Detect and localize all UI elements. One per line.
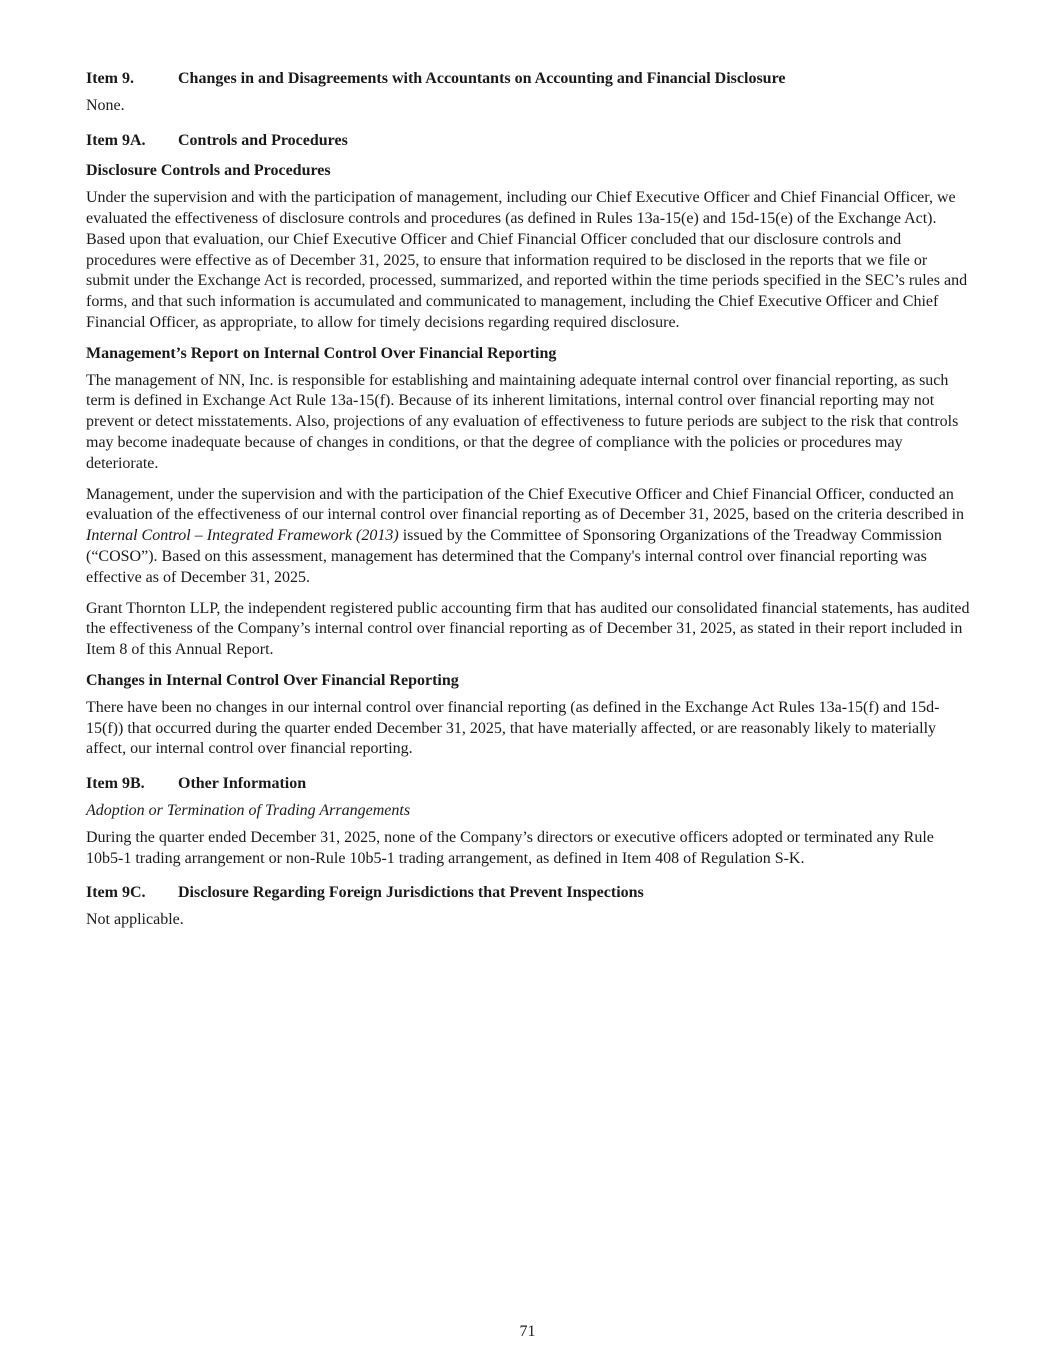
item-9b-number: Item 9B.	[86, 775, 145, 793]
item-9b-heading	[86, 774, 972, 795]
management-report-para-2-after: issued by the Committee of Sponsoring Organizations of the Treadway Commission (“COSO”). Based on this assessment, management has determined that the Company's internal control over financial reporting was effective as of December 31, 2025.	[86, 527, 942, 586]
changes-internal-control-heading: Changes in Internal Control Over Financial Reporting	[86, 671, 459, 689]
disclosure-controls-heading: Disclosure Controls and Procedures	[86, 162, 331, 180]
item-9-body: None.	[86, 96, 125, 114]
management-report-para-2	[86, 485, 972, 589]
disclosure-controls-body: Under the supervision and with the participation of management, including our Chief Executive Officer and Chief Financial Officer, we evaluated the effectiveness of disclosure controls and procedures (as defined in Rules 13a-15(e) and 15d-15(e) of the Exchange Act). Based upon that evaluation, our Chief Executive Officer and Chief Financial Officer concluded that our disclosure controls and procedures were effective as of December 31, 2025, to ensure that information required to be disclosed in the reports that we file or submit under the Exchange Act is recorded, processed, summarized, and reported within the time periods specified in the SEC’s rules and forms, and that such information is accumulated and communicated to management, including the Chief Executive Officer and Chief Financial Officer, as appropriate, to allow for timely decisions regarding required disclosure.	[86, 189, 968, 331]
management-report-para-1: The management of NN, Inc. is responsible for establishing and maintaining adequate internal control over financial reporting, as such term is defined in Exchange Act Rule 13a-15(f). Because of its inherent limitations, internal control over financial reporting may not prevent or detect misstatements. Also, projections of any evaluation of effectiveness to future periods are subject to the risk that controls may become inadequate because of changes in conditions, or that the degree of compliance with the policies or procedures may deteriorate.	[86, 371, 959, 472]
page-number: 71	[519, 1323, 536, 1340]
item-9a-number: Item 9A.	[86, 131, 146, 149]
item-9c-body: Not applicable.	[86, 911, 184, 929]
item-9c-number: Item 9C.	[86, 884, 146, 902]
item-9b-title: Other Information	[178, 775, 307, 793]
changes-internal-control-body: There have been no changes in our internal control over financial reporting (as defined in the Exchange Act Rules 13a-15(f) and 15d-15(f)) that occurred during the quarter ended December 31, 2025, that have materially affected, or are reasonably likely to materially affect, our internal control over financial reporting.	[86, 698, 940, 758]
management-report-para-3: Grant Thornton LLP, the independent registered public accounting firm that has audited our consolidated financial statements, has audited the effectiveness of the Company’s internal control over financial reporting as of December 31, 2025, as stated in their report included in Item 8 of this Annual Report.	[86, 599, 970, 659]
item-9b-body: During the quarter ended December 31, 2025, none of the Company’s directors or executive officers adopted or terminated any Rule 10b5-1 trading arrangement or non-Rule 10b5-1 trading arrangement, as defined in Item 408 of Regulation S-K.	[86, 828, 934, 867]
management-report-para-2-before: Management, under the supervision and with the participation of the Chief Executive Officer and Chief Financial Officer, conducted an evaluation of the effectiveness of our internal control over financial reporting as of December 31, 2025, based on the criteria described in	[86, 485, 965, 524]
item-9-number: Item 9.	[86, 70, 134, 87]
coso-framework-title: Internal Control – Integrated Framework (2013)	[86, 527, 399, 545]
item-9c-heading	[86, 883, 972, 904]
item-9c-title: Disclosure Regarding Foreign Jurisdictions that Prevent Inspections	[178, 884, 644, 902]
management-report-heading: Management’s Report on Internal Control Over Financial Reporting	[86, 344, 557, 362]
trading-arrangements-heading: Adoption or Termination of Trading Arrangements	[86, 801, 411, 819]
item-9a-title: Controls and Procedures	[178, 131, 348, 149]
item-9-title: Changes in and Disagreements with Accountants on Accounting and Financial Disclosure	[178, 70, 786, 87]
item-9-heading	[86, 69, 972, 90]
item-9a-heading	[86, 131, 972, 152]
document-page	[86, 69, 972, 931]
